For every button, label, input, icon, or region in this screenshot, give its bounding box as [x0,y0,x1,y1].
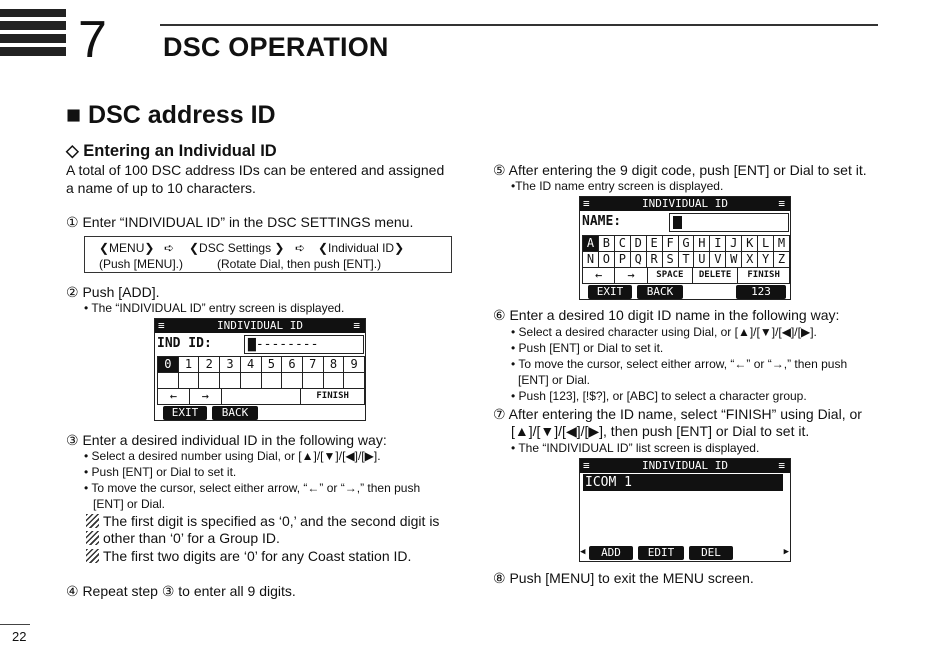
scroll-right-icon: ▶ [783,547,789,557]
letter-key: H [694,236,710,252]
number-group-softkey: 123 [736,285,786,299]
letter-key: R [647,252,663,268]
step-6: ⑥ Enter a desired 10 digit ID name in the following way: [493,307,840,323]
letter-key: W [726,252,742,268]
back-softkey: BACK [212,406,258,420]
step-6-bullet: • Select a desired character using Dial, or [▲]/[▼]/[◀]/[▶]. [511,325,817,339]
letter-key: A [583,236,599,252]
step-3-bullet: • Push [ENT] or Dial to set it. [84,465,237,479]
digit-key: 9 [344,357,365,373]
note-icon [86,514,99,528]
add-softkey: ADD [589,546,633,560]
empty-key [324,373,345,389]
footer-rule [0,624,30,625]
lcd-header [155,319,365,333]
empty-key [282,373,303,389]
name-label [582,213,621,231]
lcd-title: INDIVIDUAL ID [641,197,729,210]
digit-key: 1 [179,357,200,373]
lcd-title: INDIVIDUAL ID [641,459,729,472]
left-arrow-key: ← [158,389,190,405]
letter-key: I [710,236,726,252]
menu-key: ❮MENU❯ [99,241,155,255]
empty-key [199,373,220,389]
control-row [582,267,790,284]
step-6-bullet: • Push [123], [!$?], or [ABC] to select a character group. [511,389,807,403]
header-rule [160,24,878,26]
step-4: ④ Repeat step ③ to enter all 9 digits. [66,583,296,599]
digit-key: 0 [158,357,179,373]
empty-key [262,373,283,389]
step-3-bullet: • To move the cursor, select either arrow, “←” or “→,” then push [84,481,421,495]
subsection-title: ◇ Entering an Individual ID [66,142,277,160]
scroll-left-icon: ◀ [580,547,586,557]
menu-icon: ≡ [778,197,785,210]
letter-key: T [679,252,695,268]
control-row [157,388,365,405]
letter-key: M [774,236,790,252]
letter-key: U [694,252,710,268]
empty-key [158,373,179,389]
empty-key [241,373,262,389]
right-arrow-key: → [190,389,222,405]
digit-key: 8 [324,357,345,373]
digit-grid [157,356,365,389]
chapter-number: 7 [78,11,107,69]
intro-line-1: A total of 100 DSC address IDs can be entered and assigned [66,162,445,178]
empty-key [220,373,241,389]
lcd-name-entry [579,196,791,300]
step-6-bullet: [ENT] or Dial. [518,373,591,387]
letter-key: V [710,252,726,268]
step-2: ② Push [ADD]. [66,284,160,300]
empty-key [222,389,302,405]
right-arrow-key: → [615,268,647,284]
step-7-line-2: [▲]/[▼]/[◀]/[▶], then push [ENT] or Dial to set it. [511,423,810,439]
arrow-icon: ➪ [295,241,306,255]
menu-item-individual-id: ❮Individual ID❯ [318,241,405,255]
del-softkey: DEL [689,546,733,560]
step-3-note [86,512,439,530]
note-text: The first digit is specified as ‘0,’ and the second digit is [103,513,440,529]
back-softkey: BACK [637,285,683,299]
digit-key: 3 [220,357,241,373]
letter-key: P [615,252,631,268]
edit-softkey: EDIT [638,546,684,560]
menu-note-2: (Rotate Dial, then push [ENT].) [217,257,382,271]
menu-icon: ≡ [778,459,785,472]
chapter-title: DSC OPERATION [163,32,389,62]
step-5-bullet: •The ID name entry screen is displayed. [511,179,724,193]
lcd-title: INDIVIDUAL ID [216,319,304,332]
finish-key: FINISH [301,389,365,405]
letter-key: K [742,236,758,252]
delete-key: DELETE [693,268,738,284]
note-text: other than ‘0’ for a Group ID. [103,530,280,546]
menu-item-dsc-settings: ❮DSC Settings ❯ [189,241,285,255]
lcd-individual-id-list [579,458,791,562]
letter-key: L [758,236,774,252]
lcd-individual-id-entry [154,318,366,421]
lcd-header [580,197,790,211]
cursor [673,216,682,229]
left-arrow-key: ← [583,268,615,284]
list-item-selected: ICOM 1 [583,474,783,491]
letter-key: F [663,236,679,252]
letter-key: X [742,252,758,268]
empty-key [179,373,200,389]
step-8: ⑧ Push [MENU] to exit the MENU screen. [493,570,754,586]
digit-key: 5 [262,357,283,373]
step-2-bullet: • The “INDIVIDUAL ID” entry screen is displayed. [84,301,345,315]
empty-key [303,373,324,389]
digit-key: 7 [303,357,324,373]
letter-key: D [631,236,647,252]
chapter-tab-bars [0,9,66,59]
step-3-bullet: [ENT] or Dial. [93,497,166,511]
menu-path-box [84,236,452,273]
step-3-note [86,529,280,547]
menu-note-1: (Push [MENU].) [99,257,184,271]
menu-icon: ≡ [583,459,590,472]
letter-key: S [663,252,679,268]
letter-key: Q [631,252,647,268]
ind-id-label: IND ID: [157,336,212,351]
lcd-header [580,459,790,473]
letter-key: Z [774,252,790,268]
ind-id-field: ▇-------- [244,335,364,354]
letter-key: E [647,236,663,252]
menu-icon: ≡ [353,319,360,332]
exit-softkey: EXIT [163,406,207,420]
letter-key: Y [758,252,774,268]
step-3-note [86,547,411,565]
digit-key: 2 [199,357,220,373]
page-number: 22 [12,629,27,644]
empty-key [344,373,365,389]
exit-softkey: EXIT [588,285,632,299]
note-text: The first two digits are ‘0’ for any Coast station ID. [103,548,412,564]
step-7-line-1: ⑦ After entering the ID name, select “FINISH” using Dial, or [493,406,862,422]
name-label-text: NAME: [582,214,622,229]
letter-key: N [583,252,599,268]
step-6-bullet: • Push [ENT] or Dial to set it. [511,341,664,355]
step-7-bullet: • The “INDIVIDUAL ID” list screen is displayed. [511,441,760,455]
letter-key: J [726,236,742,252]
letter-key: B [599,236,615,252]
digit-key: 4 [241,357,262,373]
letter-key: O [599,252,615,268]
finish-key: FINISH [738,268,790,284]
step-5: ⑤ After entering the 9 digit code, push [ENT] or Dial to set it. [493,162,867,178]
name-field [669,213,789,232]
step-3: ③ Enter a desired individual ID in the following way: [66,432,387,448]
note-icon [86,549,99,563]
intro-line-2: a name of up to 10 characters. [66,180,256,196]
section-title: ■ DSC address ID [66,101,276,129]
step-3-bullet: • Select a desired number using Dial, or [▲]/[▼]/[◀]/[▶]. [84,449,381,463]
space-key: SPACE [648,268,693,284]
digit-key: 6 [282,357,303,373]
menu-icon: ≡ [583,197,590,210]
menu-icon: ≡ [158,319,165,332]
arrow-icon: ➪ [164,241,175,255]
letter-key: C [615,236,631,252]
step-1: ① Enter “INDIVIDUAL ID” in the DSC SETTINGS menu. [66,214,414,230]
note-icon [86,531,99,545]
letter-grid [582,235,790,268]
step-6-bullet: • To move the cursor, select either arrow, “←” or “→,” then push [511,357,848,371]
letter-key: G [679,236,695,252]
